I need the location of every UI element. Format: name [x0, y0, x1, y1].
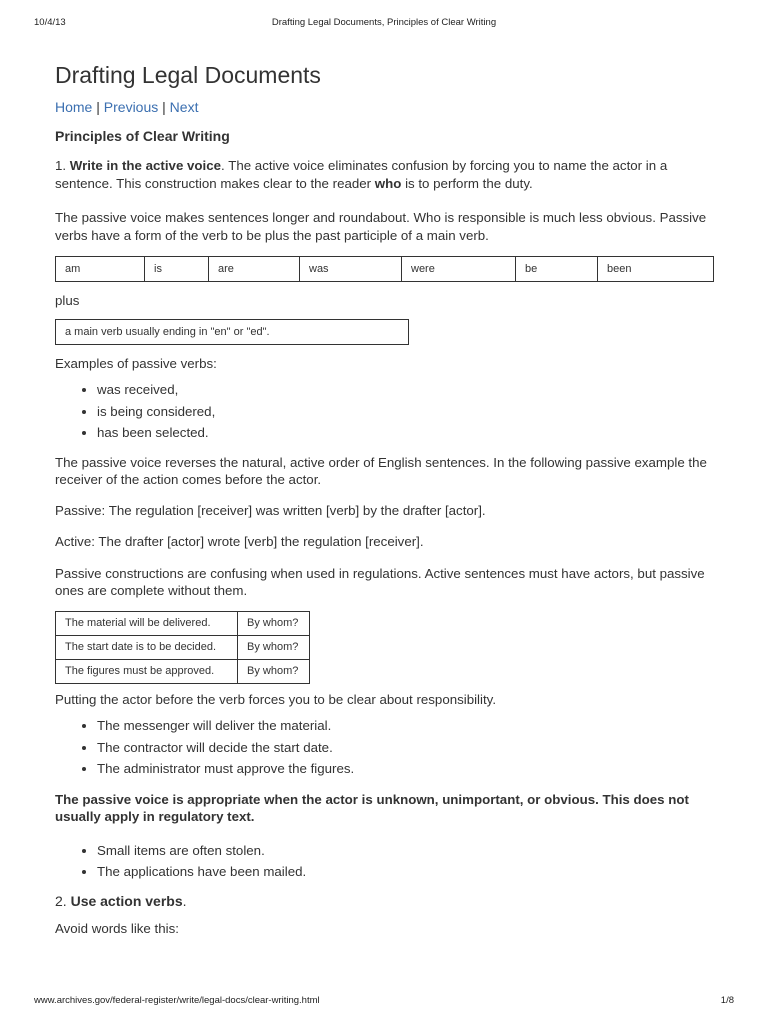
list-item: • Small items are often stolen.	[97, 840, 715, 862]
list-item: • was received,	[97, 379, 715, 401]
next-link[interactable]: Next	[169, 99, 199, 115]
point-2-paragraph	[55, 893, 715, 911]
list-item: • The administrator must approve the figures.	[97, 758, 715, 780]
print-url: www.archives.gov/federal-register/write/legal-docs/clear-writing.html	[34, 995, 320, 1006]
list-item: • The messenger will deliver the material.	[97, 715, 715, 737]
sentence-cell: The start date is to be decided.	[56, 635, 238, 659]
list-item: • The contractor will decide the start date.	[97, 737, 715, 759]
previous-link[interactable]: Previous	[103, 99, 159, 115]
print-page-title: Drafting Legal Documents, Principles of Clear Writing	[271, 17, 497, 28]
question-cell: By whom?	[238, 635, 310, 659]
list-item: • The applications have been mailed.	[97, 861, 715, 883]
be-form-cell: are	[209, 257, 300, 282]
table-row	[56, 635, 310, 659]
actor-paragraph: Putting the actor before the verb forces you to be clear about responsibility.	[55, 691, 497, 707]
page-number: 1/8	[720, 995, 734, 1006]
confusing-paragraph: Passive constructions are confusing when used in regulations. Active sentences must have actors, but passive ones are complete without them.	[55, 565, 705, 598]
appropriate-examples-list	[55, 840, 715, 883]
active-examples-list	[55, 715, 715, 780]
point-1-heading: Write in the active voice	[69, 158, 222, 173]
print-date: 10/4/13	[34, 17, 66, 28]
passive-example: Passive: The regulation [receiver] was written [verb] by the drafter [actor].	[55, 502, 486, 518]
breadcrumb-nav	[55, 97, 715, 117]
table-row	[56, 659, 310, 683]
page-title: Drafting Legal Documents	[55, 62, 321, 88]
point-2-number: 2.	[55, 892, 71, 909]
point-1-text-end: is to perform the duty.	[401, 175, 533, 191]
question-cell: By whom?	[238, 611, 310, 635]
table-row	[56, 611, 310, 635]
avoid-intro: Avoid words like this:	[55, 921, 179, 936]
home-link[interactable]: Home	[55, 99, 93, 115]
list-item: • has been selected.	[97, 422, 715, 444]
sentence-cell: The material will be delivered.	[56, 611, 238, 635]
point-1-paragraph	[55, 157, 715, 192]
point-2-heading: Use action verbs	[70, 892, 183, 909]
main-verb-cell: a main verb usually ending in "en" or "ed".	[56, 319, 409, 344]
examples-intro: Examples of passive verbs:	[55, 355, 217, 371]
point-1-text: . The active voice eliminates confusion by forcing you to name the actor in a sentence. This construction makes clear to the reader	[55, 158, 668, 191]
be-form-cell: were	[402, 257, 516, 282]
article	[55, 60, 715, 938]
print-header	[34, 17, 734, 31]
point-1-number: 1.	[55, 158, 70, 173]
point-1-emphasis: who	[374, 175, 402, 191]
list-item: • is being considered,	[97, 401, 715, 423]
be-form-cell: was	[300, 257, 402, 282]
by-whom-table	[55, 611, 310, 684]
main-verb-table	[55, 319, 409, 345]
nav-separator: |	[158, 99, 170, 115]
plus-text: plus	[55, 293, 80, 308]
appropriate-note: The passive voice is appropriate when the actor is unknown, unimportant, or obvious. This does not usually apply in regulatory text.	[55, 791, 689, 824]
point-2-end: .	[182, 892, 187, 909]
be-forms-table	[55, 256, 714, 282]
be-form-cell: is	[145, 257, 209, 282]
question-cell: By whom?	[238, 659, 310, 683]
print-footer	[34, 995, 734, 1009]
be-form-cell: be	[516, 257, 598, 282]
section-heading: Principles of Clear Writing	[55, 128, 230, 144]
be-form-cell: am	[56, 257, 145, 282]
active-example: Active: The drafter [actor] wrote [verb] the regulation [receiver].	[55, 534, 424, 549]
passive-voice-paragraph: The passive voice makes sentences longer and roundabout. Who is responsible is much less obvious. Passive verbs have a form of the verb to be plus the past participle of a main verb.	[55, 210, 707, 243]
reverse-order-paragraph: The passive voice reverses the natural, active order of English sentences. In the following passive example the receiver of the action comes before the actor.	[55, 454, 707, 487]
be-form-cell: been	[598, 257, 714, 282]
sentence-cell: The figures must be approved.	[56, 659, 238, 683]
passive-examples-list	[55, 379, 715, 444]
nav-separator: |	[92, 99, 104, 115]
